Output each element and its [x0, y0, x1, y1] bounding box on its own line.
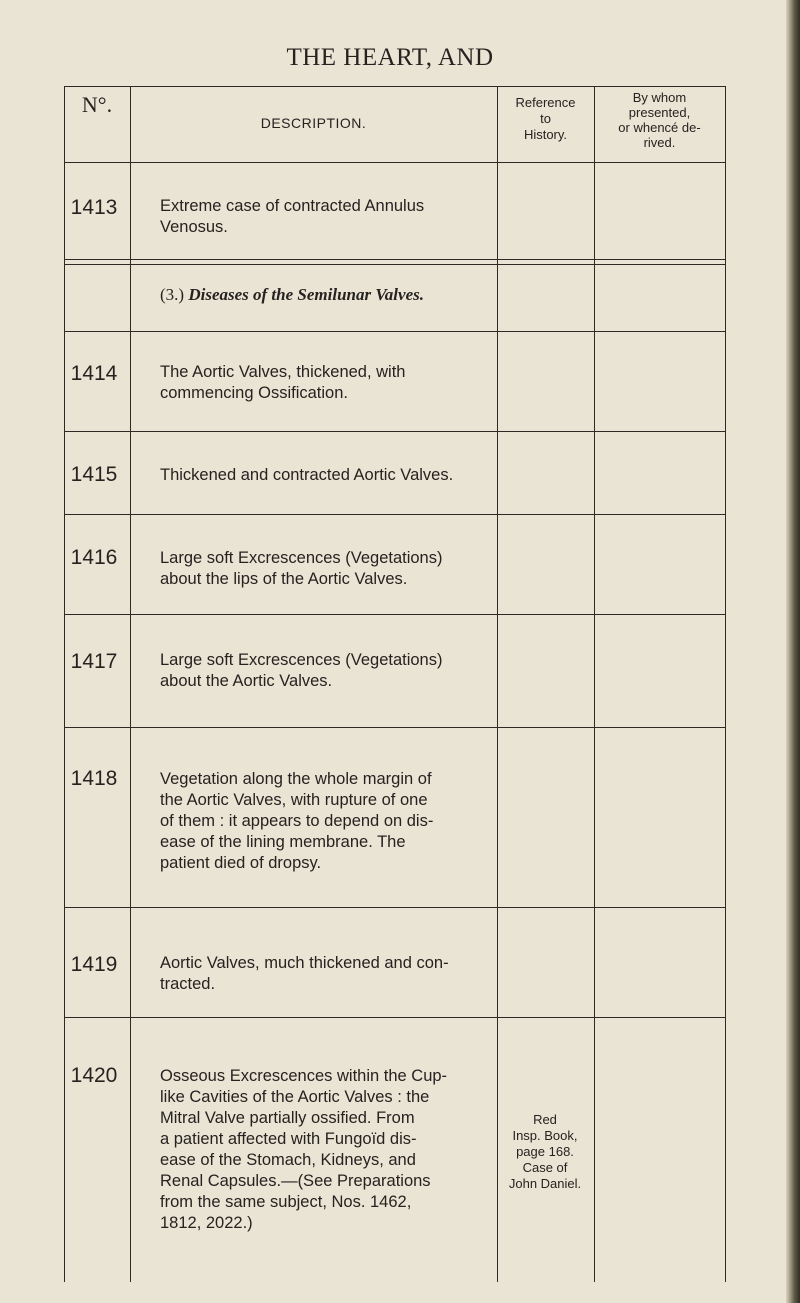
description-line: commencing Ossification.: [160, 384, 348, 402]
section-title: [160, 285, 500, 305]
description-line: Large soft Excrescences (Vegetations): [160, 549, 443, 567]
row-rule: [64, 259, 726, 260]
row-rule: [64, 514, 726, 515]
entry-description: [146, 362, 506, 404]
entry-number: 1415: [70, 463, 118, 486]
row-rule: [64, 614, 726, 615]
row-rule: [64, 727, 726, 728]
column-rule: [64, 86, 65, 1282]
entry-number: 1416: [70, 546, 118, 569]
reference-line: Case of: [522, 1160, 568, 1175]
header-bottom-rule: [64, 162, 726, 163]
column-rule: [130, 86, 131, 1282]
column-rule: [594, 86, 595, 1282]
description-line: Vegetation along the whole margin of: [160, 770, 432, 788]
entry-number: 1418: [70, 767, 118, 790]
description-line: patient died of dropsy.: [160, 854, 322, 872]
description-line: Mitral Valve partially ossified. From: [160, 1109, 415, 1127]
column-header-presented-by: [594, 90, 725, 150]
description-line: about the lips of the Aortic Valves.: [160, 570, 408, 588]
description-line: Aortic Valves, much thickened and con-: [160, 954, 449, 972]
description-line: Large soft Excrescences (Vegetations): [160, 651, 443, 669]
description-line: of them : it appears to depend on dis-: [160, 812, 434, 830]
description-line: a patient affected with Fungoïd dis-: [160, 1130, 417, 1148]
description-line: Thickened and contracted Aortic Valves.: [160, 466, 454, 484]
entry-description: [146, 1066, 506, 1234]
description-line: ease of the lining membrane. The: [160, 833, 406, 851]
section-title-text: Diseases of the Semilunar Valves.: [188, 285, 424, 304]
description-line: Renal Capsules.—(See Preparations: [160, 1172, 431, 1190]
entry-description: [146, 196, 506, 238]
row-rule: [64, 331, 726, 332]
reference-line: Insp. Book,: [512, 1128, 578, 1143]
row-rule: [64, 431, 726, 432]
column-header-number: N°.: [81, 92, 113, 117]
entry-description: [146, 548, 506, 590]
description-line: ease of the Stomach, Kidneys, and: [160, 1151, 416, 1169]
header-line: rived.: [643, 135, 676, 150]
description-line: like Cavities of the Aortic Valves : the: [160, 1088, 430, 1106]
entry-description: [146, 650, 506, 692]
reference-line: page 168.: [516, 1144, 574, 1159]
description-line: Venosus.: [160, 218, 228, 236]
header-line: Reference: [515, 95, 576, 110]
entry-number: 1420: [70, 1064, 118, 1087]
description-line: Osseous Excrescences within the Cup-: [160, 1067, 448, 1085]
entry-reference: [498, 1112, 592, 1192]
reference-line: John Daniel.: [508, 1176, 582, 1191]
column-rule: [725, 86, 726, 1282]
header-line: to: [540, 111, 551, 126]
entry-number: 1413: [70, 196, 118, 219]
column-header-reference: [497, 95, 594, 143]
entry-description: [146, 953, 506, 995]
reference-line: Red: [533, 1112, 557, 1127]
description-line: tracted.: [160, 975, 216, 993]
row-rule: [64, 907, 726, 908]
description-line: Extreme case of contracted Annulus: [160, 197, 425, 215]
header-line: presented,: [628, 105, 691, 120]
row-rule: [64, 1017, 726, 1018]
header-line: History.: [523, 127, 568, 142]
header-line: or whencé de-: [618, 120, 701, 135]
table-top-rule: [64, 86, 726, 87]
entry-description: [146, 465, 506, 486]
entry-number: 1414: [70, 362, 118, 385]
row-rule: [64, 264, 726, 265]
section-prefix: (3.): [160, 285, 189, 304]
description-line: The Aortic Valves, thickened, with: [160, 363, 406, 381]
page-edge: [786, 0, 800, 1303]
description-line: 1812, 2022.): [160, 1214, 253, 1232]
description-line: the Aortic Valves, with rupture of one: [160, 791, 428, 809]
entry-number: 1417: [70, 650, 118, 673]
running-head: THE HEART, AND: [286, 44, 494, 71]
header-line: By whom: [632, 90, 687, 105]
entry-description: [146, 769, 506, 874]
description-line: about the Aortic Valves.: [160, 672, 333, 690]
description-line: from the same subject, Nos. 1462,: [160, 1193, 412, 1211]
column-header-description: DESCRIPTION.: [260, 115, 367, 131]
entry-number: 1419: [70, 953, 118, 976]
